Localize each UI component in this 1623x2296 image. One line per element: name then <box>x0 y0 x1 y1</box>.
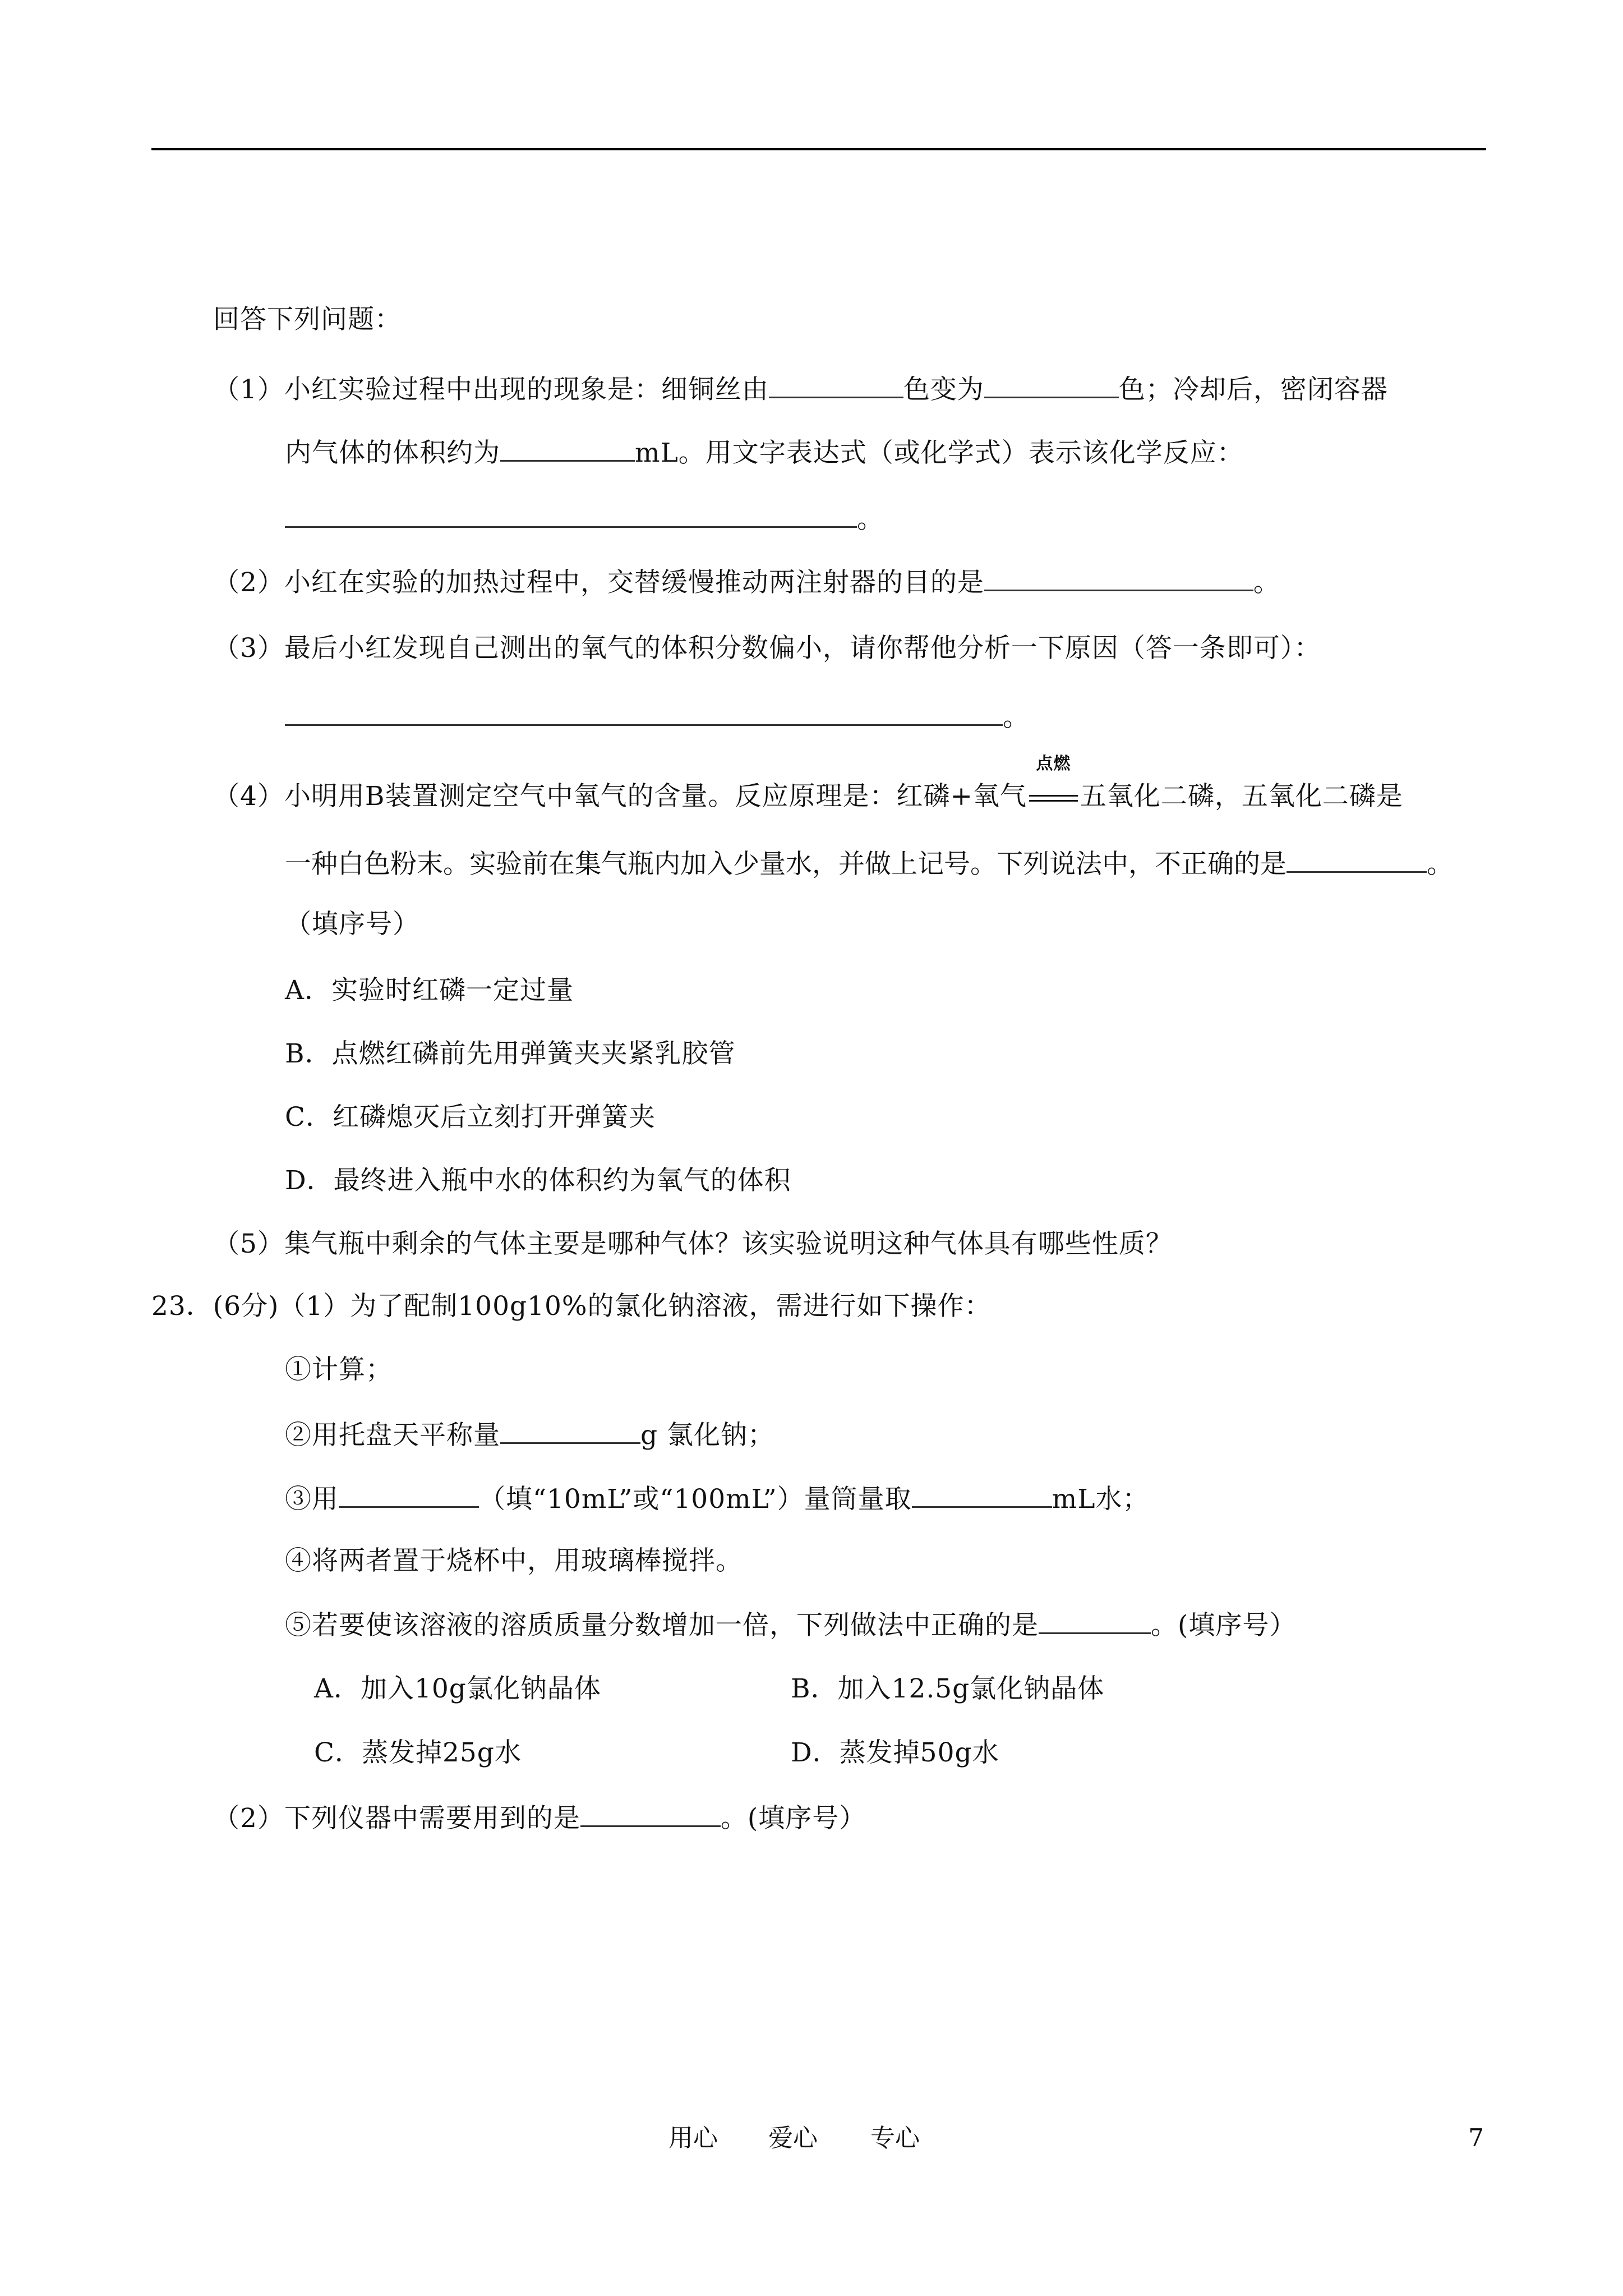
q1-blank-color-from[interactable] <box>769 372 903 398</box>
q1-blank-color-to[interactable] <box>984 372 1119 398</box>
q4-text-a: 小明用B装置测定空气中氧气的含量。反应原理是：红磷+氧气 <box>284 781 1027 812</box>
q4-text-c: 一种白色粉末。实验前在集气瓶内加入少量水，并做上记号。下列说法中，不正确的是 <box>285 849 1287 880</box>
q2-blank[interactable] <box>984 565 1253 591</box>
reaction-condition: 点燃 <box>1036 754 1071 774</box>
q23-step-3 <box>285 1481 1149 1516</box>
q23-step-3b: （填“10mL”或“100mL”）量筒量取 <box>479 1484 912 1515</box>
q4-line-2 <box>285 846 1453 881</box>
q4-text-b: 五氧化二磷，五氧化二磷是 <box>1080 781 1403 812</box>
q1-line-1 <box>213 372 1388 407</box>
q23-part-2b: 。(填序号） <box>720 1803 866 1834</box>
q3-line-2 <box>285 700 1030 734</box>
q2-num: （2） <box>213 567 284 598</box>
q23-step-5b: 。(填序号） <box>1151 1610 1297 1641</box>
q4-line-1 <box>213 754 1403 813</box>
q23-step-4: ④将两者置于烧杯中，用玻璃棒搅拌。 <box>285 1545 743 1576</box>
q23-blank-instruments[interactable] <box>580 1801 721 1827</box>
reaction-bar-top <box>1029 795 1078 797</box>
header-rule <box>151 148 1486 150</box>
q23-step-2 <box>285 1418 774 1452</box>
q4-option-b: B．点燃红磷前先用弹簧夹夹紧乳胶管 <box>285 1038 736 1069</box>
q2-line <box>213 565 1280 600</box>
q23-step-5a: ⑤若要使该溶液的溶质质量分数增加一倍，下列做法中正确的是 <box>285 1610 1039 1641</box>
q23-part-2 <box>213 1801 866 1835</box>
page-number: 7 <box>1468 2124 1484 2152</box>
q23-option-c: C．蒸发掉25g水 <box>314 1737 522 1768</box>
q1-text-d: 内气体的体积约为 <box>285 438 500 468</box>
q5-line <box>213 1227 1173 1261</box>
q23-title: 23．(6分)（1）为了配制100g10%的氯化钠溶液，需进行如下操作： <box>151 1291 992 1322</box>
q23-blank-water[interactable] <box>912 1481 1052 1508</box>
q23-blank-cylinder[interactable] <box>339 1481 479 1508</box>
q4-option-d: D．最终进入瓶中水的体积约为氧气的体积 <box>285 1165 791 1196</box>
q23-blank-mass[interactable] <box>500 1418 640 1444</box>
reaction-arrow <box>1027 754 1080 809</box>
q1-end: 。 <box>857 504 884 535</box>
q4-hint: （填序号） <box>285 909 419 940</box>
q4-option-c: C．红磷熄灭后立刻打开弹簧夹 <box>285 1102 656 1133</box>
footer-left: 用心 <box>668 2124 718 2152</box>
q23-step-3a: ③用 <box>285 1484 339 1515</box>
q23-step-2b: g 氯化钠； <box>640 1420 775 1451</box>
q5-num: （5） <box>213 1228 284 1259</box>
q3-num: （3） <box>213 633 284 664</box>
q23-part-2a: （2）下列仪器中需要用到的是 <box>213 1803 580 1834</box>
footer-right: 专心 <box>870 2124 920 2152</box>
q23-step-2a: ②用托盘天平称量 <box>285 1420 500 1451</box>
q1-line-3 <box>285 501 884 536</box>
q1-text-c: 色；冷却后，密闭容器 <box>1118 374 1388 405</box>
intro-text: 回答下列问题： <box>213 304 402 335</box>
q2-text: 小红在实验的加热过程中，交替缓慢推动两注射器的目的是 <box>284 567 984 598</box>
q3-end: 。 <box>1003 702 1030 733</box>
q4-num: （4） <box>213 781 284 812</box>
q23-option-b: B．加入12.5g氯化钠晶体 <box>791 1673 1105 1704</box>
q3-line <box>213 632 1321 665</box>
q3-text: 最后小红发现自己测出的氧气的体积分数偏小，请你帮他分析一下原因（答一条即可）： <box>284 633 1321 664</box>
q4-end: 。 <box>1427 849 1453 880</box>
q23-step-3c: mL水； <box>1052 1484 1150 1515</box>
q23-step-1: ①计算； <box>285 1354 393 1385</box>
q23-step-5 <box>285 1608 1296 1642</box>
q2-end: 。 <box>1253 567 1280 598</box>
q3-blank[interactable] <box>285 700 1003 726</box>
reaction-bar-bottom <box>1029 800 1078 802</box>
q23-option-a: A．加入10g氯化钠晶体 <box>314 1673 601 1704</box>
q4-option-a: A．实验时红磷一定过量 <box>285 975 574 1006</box>
q4-blank[interactable] <box>1287 846 1427 873</box>
q1-line-2 <box>285 435 1244 470</box>
q1-text-e: mL。用文字表达式（或化学式）表示该化学反应： <box>635 438 1244 468</box>
q1-blank-equation[interactable] <box>285 501 857 528</box>
q1-num: （1） <box>213 374 284 405</box>
footer-mid: 爱心 <box>768 2124 818 2152</box>
q23-blank-choice[interactable] <box>1039 1608 1151 1634</box>
q5-text: 集气瓶中剩余的气体主要是哪种气体？该实验说明这种气体具有哪些性质？ <box>284 1228 1173 1259</box>
q1-blank-volume[interactable] <box>500 435 635 462</box>
q1-text-b: 色变为 <box>903 374 984 405</box>
q23-option-d: D．蒸发掉50g水 <box>791 1737 999 1768</box>
q1-text-a: 小红实验过程中出现的现象是：细铜丝由 <box>284 374 769 405</box>
